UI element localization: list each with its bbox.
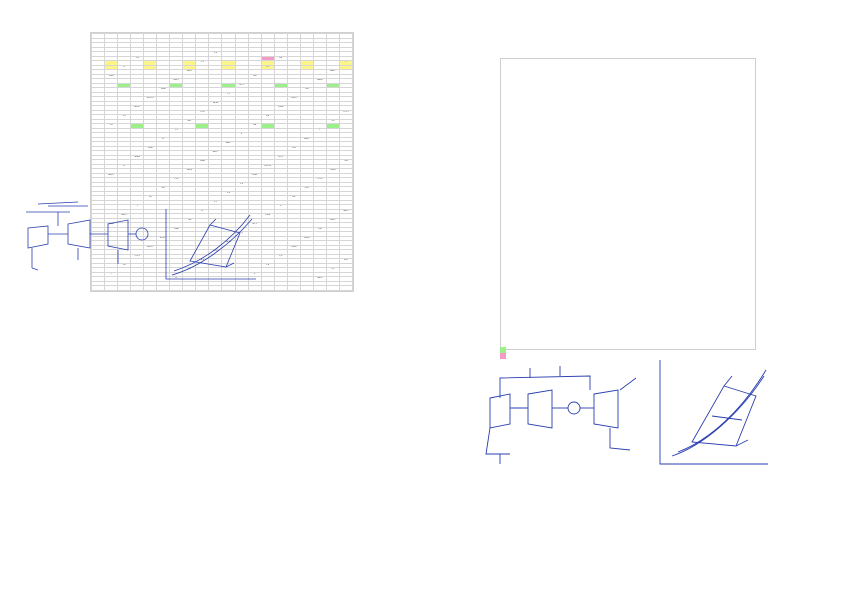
left-table-cell: 27 xyxy=(196,209,209,214)
left-table-cell xyxy=(248,290,261,292)
left-table-cell: 0.8 xyxy=(183,268,196,273)
left-table-cell: 1,005 xyxy=(274,106,287,111)
left-table-cell: 1200 xyxy=(261,214,274,219)
left-table-cell: 635,7 xyxy=(326,218,339,223)
left-ts-diagram xyxy=(160,205,260,285)
left-table-cell: 0.8 xyxy=(287,196,300,201)
left-table-cell: 71 xyxy=(118,164,131,169)
left-table-cell: 1,15 xyxy=(170,178,183,183)
left-table-cell xyxy=(313,290,326,292)
left-table-cell: 1.2 xyxy=(326,268,339,273)
left-table-cell xyxy=(300,290,313,292)
left-table-cell: 1.6 xyxy=(131,56,144,61)
left-table-cell: 1,005 xyxy=(248,173,261,178)
left-table-cell: 1,15 xyxy=(196,110,209,115)
left-table-cell: 300,1 xyxy=(300,137,313,142)
left-table-cell: 635,7 xyxy=(170,79,183,84)
left-table-cell: 28,49 xyxy=(326,169,339,174)
left-table-cell: 1000 xyxy=(170,227,183,232)
left-table-cell xyxy=(326,290,339,292)
left-table-cell: 1,3 xyxy=(235,182,248,187)
left-table-cell: 1000 xyxy=(196,160,209,165)
left-table-cell: 0,6 xyxy=(196,259,209,264)
left-table-cell: 750 xyxy=(300,88,313,93)
left-table-cell: 0,0175 xyxy=(261,164,274,169)
left-table-cell: 750 xyxy=(313,227,326,232)
left-table-cell: 1,3 xyxy=(274,254,287,259)
left-table-cell: 0,0175 xyxy=(144,97,157,102)
left-table-cell: 1.2 xyxy=(209,200,222,205)
left-table-cell: 1.2 xyxy=(196,61,209,66)
left-table-cell xyxy=(209,290,222,292)
left-table-cell: 1.4 xyxy=(118,263,131,268)
left-table-cell: 3,47 xyxy=(300,187,313,192)
right-spreadsheet xyxy=(500,58,756,350)
left-table-cell: 3 xyxy=(235,133,248,138)
left-table-cell xyxy=(144,290,157,292)
left-table-cell xyxy=(235,290,248,292)
left-table-cell: 27 xyxy=(157,137,170,142)
left-table-cell: 3 xyxy=(248,272,261,277)
left-table-cell: 28,49 xyxy=(209,101,222,106)
left-table-cell: 757,1 xyxy=(274,155,287,160)
left-table-cell: 750 xyxy=(339,160,352,165)
sheet-title xyxy=(501,59,755,65)
left-table-cell: 730 xyxy=(183,218,196,223)
left-table-cell: 209,4 xyxy=(287,97,300,102)
left-turbine-sketch xyxy=(18,198,168,278)
left-table-cell xyxy=(92,290,105,292)
left-table-cell: 1.6 xyxy=(261,263,274,268)
left-table-cell: 71 xyxy=(222,92,235,97)
left-table-cell: 1,005 xyxy=(287,245,300,250)
left-table-cell: 7 xyxy=(131,205,144,210)
left-table-cell: 730 xyxy=(248,74,261,79)
left-table-cell xyxy=(274,290,287,292)
left-table-cell: 684,7 xyxy=(326,70,339,75)
left-table-cell: 1.6 xyxy=(144,196,157,201)
left-table-cell: 721,1 xyxy=(339,110,352,115)
left-table-cell: 1000 xyxy=(157,88,170,93)
left-table-cell xyxy=(131,290,144,292)
right-turbine-sketch xyxy=(460,358,650,470)
left-table-cell: 0,0175 xyxy=(157,236,170,241)
left-table-cell: 1.4 xyxy=(222,191,235,196)
left-table-cell: 86,67 xyxy=(131,106,144,111)
left-table-cell: 908,8 xyxy=(105,223,118,228)
left-table-cell: 0.8 xyxy=(248,124,261,129)
left-table-cell: 7 xyxy=(339,61,352,66)
left-table-cell: 7 xyxy=(105,272,118,277)
left-table-cell: 730 xyxy=(287,146,300,151)
left-table-cell xyxy=(157,290,170,292)
left-table-cell: 28,49 xyxy=(222,241,235,246)
left-table-cell: 0,6 xyxy=(261,115,274,120)
left-table-cell: 209,4 xyxy=(300,236,313,241)
left-table-cell: 3,47 xyxy=(183,119,196,124)
left-table-cell: 300,1 xyxy=(339,209,352,214)
left-table-cell: 300,1 xyxy=(313,277,326,282)
right-ts-diagram xyxy=(652,356,772,468)
left-table-cell: 721,1 xyxy=(313,178,326,183)
left-table-cell: 3,47 xyxy=(339,259,352,264)
left-table-cell xyxy=(183,290,196,292)
left-table-cell: 86,67 xyxy=(144,245,157,250)
left-table-cell: 1200 xyxy=(144,146,157,151)
left-table-cell: 0,6 xyxy=(157,187,170,192)
left-table-cell: 300,1 xyxy=(183,70,196,75)
left-table-cell: 3 xyxy=(118,65,131,70)
left-table-cell: 908,8 xyxy=(313,79,326,84)
left-table-cell: 1.6 xyxy=(105,124,118,129)
left-table-cell xyxy=(105,290,118,292)
left-table-cell xyxy=(170,290,183,292)
left-table-cell: 757,1 xyxy=(248,223,261,228)
left-table-cell: 757,1 xyxy=(235,83,248,88)
left-table-cell xyxy=(196,290,209,292)
left-table-cell: 0.8 xyxy=(274,56,287,61)
left-table-cell: 1.2 xyxy=(170,128,183,133)
left-table-cell xyxy=(339,290,352,292)
left-table-cell: 3 xyxy=(274,205,287,210)
left-table-row xyxy=(92,290,353,292)
left-table-cell: 71 xyxy=(235,232,248,237)
left-table-cell: 1,3 xyxy=(118,115,131,120)
left-table-cell: 1.4 xyxy=(326,119,339,124)
left-table-cell: 86,67 xyxy=(105,173,118,178)
left-table-cell: 209,4 xyxy=(183,169,196,174)
left-table-cell: 1.4 xyxy=(209,52,222,57)
left-table-cell: 684,7 xyxy=(118,214,131,219)
left-table-cell: 27 xyxy=(170,277,183,282)
left-table-cell: 1200 xyxy=(105,74,118,79)
left-table-cell: 27 xyxy=(261,65,274,70)
left-table-cell: 635,7 xyxy=(209,151,222,156)
left-table-cell: 1,15 xyxy=(209,250,222,255)
left-table-cell xyxy=(287,290,300,292)
left-table-cell xyxy=(118,290,131,292)
left-table-cell: 721,1 xyxy=(131,254,144,259)
left-table-cell: 684,7 xyxy=(222,142,235,147)
left-table-cell xyxy=(222,290,235,292)
left-table-cell: 908,8 xyxy=(131,155,144,160)
left-table-cell: 7 xyxy=(313,128,326,133)
left-table-cell xyxy=(261,290,274,292)
